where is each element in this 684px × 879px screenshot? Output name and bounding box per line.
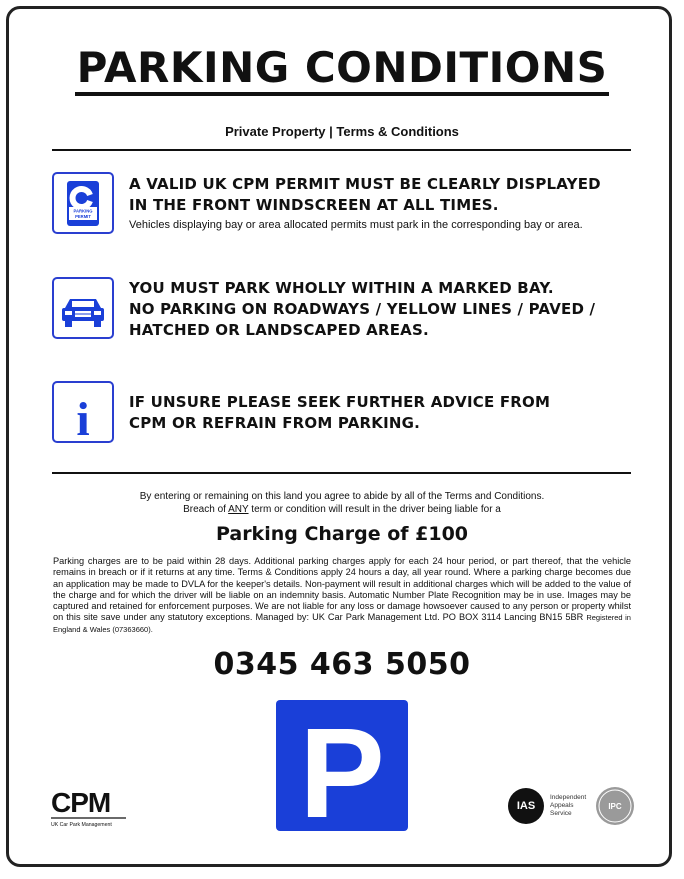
ias-text-line-3: Service [550,810,572,817]
agreement-line-2 [0,503,684,516]
ias-text [550,794,586,818]
cpm-logo [51,786,131,830]
page-title [0,42,684,94]
rule-advice-line-1: IF UNSURE PLEASE SEEK FURTHER ADVICE FROM [129,393,551,411]
terms-paragraph [53,556,631,635]
top-divider [52,149,631,151]
parking-permit-icon [52,172,114,234]
phone-number: 0345 463 5050 [213,647,471,682]
info-icon-graphic [54,383,112,441]
registration-text: Registered in England & Wales (07363660). [53,613,631,634]
permit-icon-text-2: PERMIT [75,214,91,219]
rule-permit [129,174,639,216]
ias-text-line-1: Independent [550,794,587,801]
page-title-text: PARKING CONDITIONS [75,43,610,96]
ipc-logo [596,787,634,825]
car-icon [52,277,114,339]
agreement-line-2-prefix: Breach of [183,504,229,515]
rule-marked-bay [129,278,639,341]
bottom-divider [52,472,631,474]
agreement-line-1: By entering or remaining on this land you agree to abide by all of the Terms and Conditions. [139,491,545,502]
rule-bay-line-3: HATCHED OR LANDSCAPED AREAS. [129,321,429,339]
info-icon-glyph: i [76,393,90,441]
rule-permit-line-1: A VALID UK CPM PERMIT MUST BE CLEARLY DISPLAYED [129,175,601,193]
rule-bay-line-2: NO PARKING ON ROADWAYS / YELLOW LINES / PAVED / [129,300,596,318]
parking-sign-icon [276,700,408,831]
parking-charge: Parking Charge of £100 [215,523,469,545]
ias-logo [508,787,636,829]
rule-bay-line-1: YOU MUST PARK WHOLLY WITHIN A MARKED BAY. [129,279,554,297]
parking-sign-letter: P [299,702,385,831]
car-icon-graphic [54,279,112,337]
cpm-logo-mark: CPM [51,787,111,818]
rule-permit-line-2: IN THE FRONT WINDSCREEN AT ALL TIMES. [129,196,499,214]
agreement-emphasis: ANY [228,504,249,515]
parking-sign-graphic [276,700,408,831]
ipc-logo-graphic [596,787,634,825]
cpm-logo-graphic [51,786,131,830]
rule-permit-note: Vehicles displaying bay or area allocated permits must park in the corresponding bay or area. [129,219,583,231]
terms-text: Parking charges are to be paid within 28 days. Additional parking charges apply for each 24 hour period, or part thereof, that the vehicle remains in breach or if it returns at any time. Terms & Conditions apply 24 hours a day, all year round. Where a parking charge becomes due an application may be made to DVLA for the keeper's details. Non-payment will result in additional charges which will be added to the value of the charge and for which the driver will be liable on an indemnity basis. Automatic Number Plate Recognition may be in use. Images may be captured and retained for enforcement purposes. We are not liable for any loss or damage howsoever caused to any person or property whilst on this site save under any statutory exceptions. Managed by: UK Car Park Management Ltd. PO BOX 3114 Lancing BN15 5BR [53,556,631,623]
agreement-text [0,490,684,516]
cpm-logo-caption: UK Car Park Management [51,822,112,828]
parking-permit-icon-graphic [54,174,112,232]
permit-icon-text-1: PARKING [73,208,93,214]
ias-badge: IAS [508,788,544,824]
info-icon [52,381,114,443]
agreement-line-2-suffix: term or condition will result in the driver being liable for a [248,504,501,515]
ias-text-line-2: Appeals [550,802,574,809]
rule-advice [129,392,639,434]
rule-advice-line-2: CPM OR REFRAIN FROM PARKING. [129,414,421,432]
subtitle: Private Property | Terms & Conditions [225,124,459,139]
ipc-logo-text: IPC [608,802,622,811]
